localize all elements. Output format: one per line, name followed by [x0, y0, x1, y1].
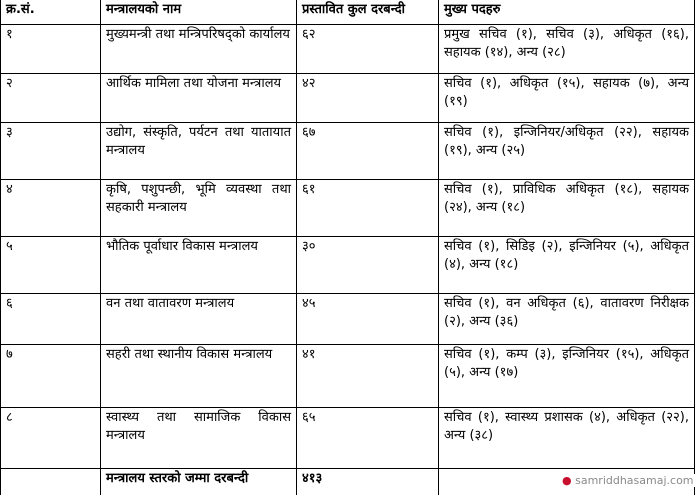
table-row [1, 294, 695, 345]
table-row [1, 408, 695, 469]
row-serial: ७ [1, 345, 101, 408]
row-count: ६१ [297, 180, 439, 237]
row-count: ६७ [297, 123, 439, 180]
header-main-posts: मुख्य पदहरु [439, 0, 695, 25]
row-ministry: आर्थिक मामिला तथा योजना मन्त्रालय [101, 74, 297, 123]
row-posts: सचिव (१), कम्प (३), इन्जिनियर (१५), अधिकृत (५), अन्य (१७) [439, 345, 695, 408]
row-ministry: भौतिक पूर्वाधार विकास मन्त्रालय [101, 237, 297, 294]
row-posts: सचिव (१), अधिकृत (१५), सहायक (७), अन्य (१९) [439, 74, 695, 123]
table-row [1, 25, 695, 74]
total-count: ४१३ [297, 469, 439, 495]
total-label: मन्त्रालय स्तरको जम्मा दरबन्दी [101, 469, 297, 495]
row-posts: सचिव (१), प्राविधिक अधिकृत (१८), सहायक (२४), अन्य (१८) [439, 180, 695, 237]
site-watermark [560, 474, 696, 487]
table-row [1, 237, 695, 294]
table-row [1, 123, 695, 180]
row-count: ६२ [297, 25, 439, 74]
row-posts: प्रमुख सचिव (१), सचिव (३), अधिकृत (१६), सहायक (१४), अन्य (२८) [439, 25, 695, 74]
row-count: ३० [297, 237, 439, 294]
row-ministry: कृषि, पशुपन्छी, भूमि व्यवस्था तथा सहकारी मन्त्रालय [101, 180, 297, 237]
watermark-text: samriddhasamaj.com [575, 474, 694, 487]
header-ministry: मन्त्रालयको नाम [101, 0, 297, 25]
row-ministry: उद्योग, संस्कृति, पर्यटन तथा यातायात मन्त्रालय [101, 123, 297, 180]
row-count: ४१ [297, 345, 439, 408]
table-header-row [1, 0, 695, 25]
table-row [1, 345, 695, 408]
header-serial: क्र.सं. [1, 0, 101, 25]
row-serial: १ [1, 25, 101, 74]
row-serial: ६ [1, 294, 101, 345]
row-posts: सचिव (१), वन अधिकृत (६), वातावरण निरीक्षक (२), अन्य (३६) [439, 294, 695, 345]
row-serial: ४ [1, 180, 101, 237]
row-serial: ५ [1, 237, 101, 294]
table-row [1, 180, 695, 237]
row-count: ६५ [297, 408, 439, 469]
row-posts: सचिव (१), इन्जिनियर/अधिकृत (२२), सहायक (१९), अन्य (२५) [439, 123, 695, 180]
table-row [1, 74, 695, 123]
row-posts: सचिव (१), स्वास्थ्य प्रशासक (४), अधिकृत (२२), अन्य (३८) [439, 408, 695, 469]
row-posts: सचिव (१), सिडिइ (२), इन्जिनियर (५), अधिकृत (४), अन्य (१८) [439, 237, 695, 294]
header-proposed: प्रस्तावित कुल दरबन्दी [297, 0, 439, 25]
row-serial: ३ [1, 123, 101, 180]
row-ministry: सहरी तथा स्थानीय विकास मन्त्रालय [101, 345, 297, 408]
row-ministry: वन तथा वातावरण मन्त्रालय [101, 294, 297, 345]
row-count: ४२ [297, 74, 439, 123]
row-count: ४५ [297, 294, 439, 345]
row-serial: २ [1, 74, 101, 123]
row-ministry: मुख्यमन्त्री तथा मन्त्रिपरिषद्को कार्यालय [101, 25, 297, 74]
total-empty-cell [1, 469, 101, 495]
watermark-logo-icon: ● [562, 474, 572, 487]
row-serial: ८ [1, 408, 101, 469]
row-ministry: स्वास्थ्य तथा सामाजिक विकास मन्त्रालय [101, 408, 297, 469]
